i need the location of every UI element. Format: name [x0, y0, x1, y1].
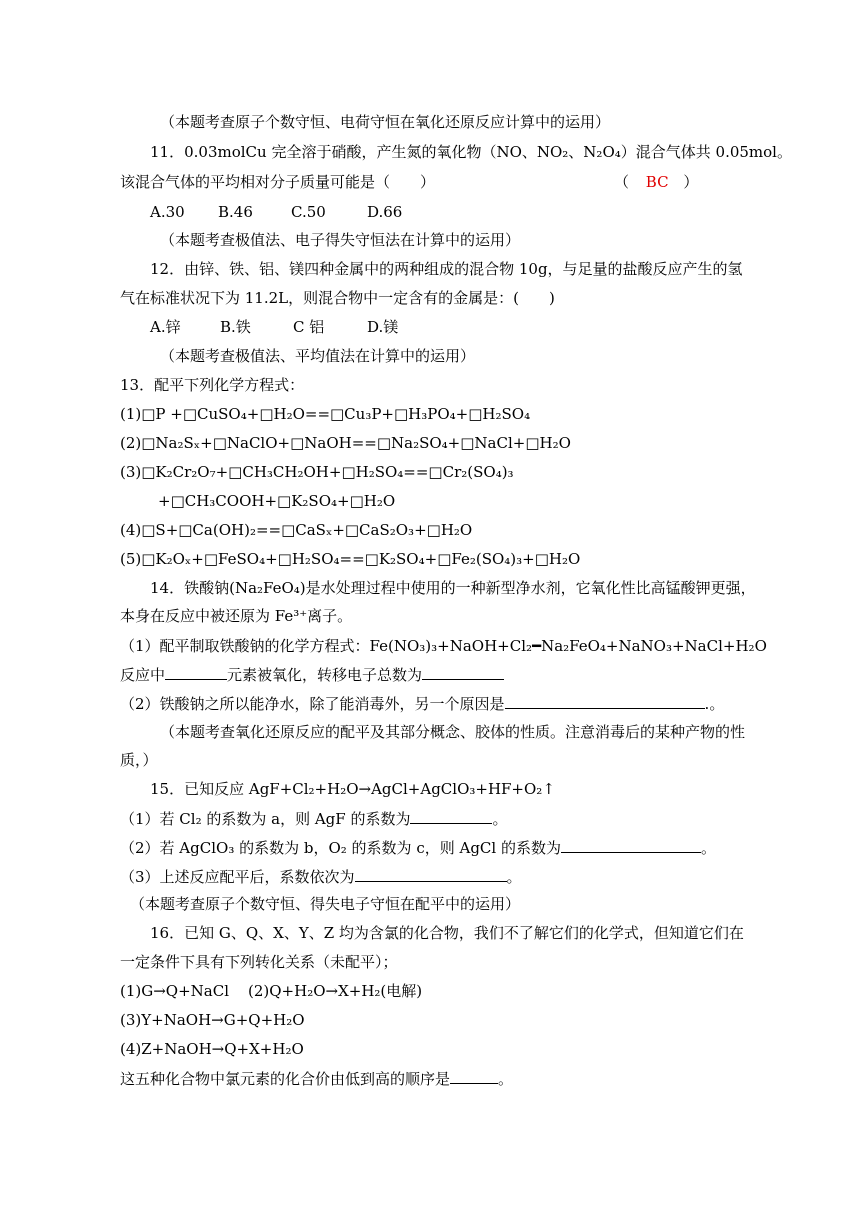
option-a: A.锌 [150, 318, 181, 336]
q15-part3-text: （3）上述反应配平后，系数依次为 [120, 868, 355, 886]
q14-blank-element[interactable] [165, 664, 227, 680]
q13-equation-4: (4)□S+□Ca(OH)₂==□CaSₓ+□CaS₂O₃+□H₂O [120, 521, 473, 539]
q14-part2 [120, 693, 724, 714]
option-c: C.50 [291, 203, 326, 221]
q14-part1-text-a: 反应中 [120, 666, 166, 684]
answer-open-bracket: （ [614, 173, 630, 191]
q15-part2-text: （2）若 AgClO₃ 的系数为 b，O₂ 的系数为 c，则 AgCl 的系数为 [120, 839, 561, 857]
q15-part3 [120, 866, 522, 887]
q16-last-text: 这五种化合物中氯元素的化合价由低到高的顺序是 [120, 1070, 451, 1088]
q15-part3-end: 。 [506, 868, 522, 886]
option-b: B.46 [218, 203, 253, 221]
option-d: D.镁 [367, 318, 399, 336]
q15-part1 [120, 808, 507, 829]
q14-blank-reason[interactable] [505, 693, 705, 709]
note-q12: （本题考查极值法、平均值法在计算中的运用） [160, 347, 476, 365]
q13-equation-3b: +□CH₃COOH+□K₂SO₄+□H₂O [158, 492, 396, 510]
answer-text: BC [645, 173, 669, 191]
q16-last-end: 。 [498, 1070, 514, 1088]
q16-reaction-4: (4)Z+NaOH→Q+X+H₂O [120, 1040, 304, 1058]
note-q14-line2: 质，） [120, 751, 158, 769]
q14-part1: （1）配平制取铁酸钠的化学方程式：Fe(NO₃)₃+NaOH+Cl₂━Na₂FeO₄+NaNO₃+NaCl+H₂O [120, 637, 767, 655]
q16-last-line [120, 1068, 513, 1089]
q14-part2-text-a: （2）铁酸钠之所以能净水，除了能消毒外，另一个原因是 [120, 695, 505, 713]
q11-stem-line1: 11．0.03molCu 完全溶于硝酸，产生氮的氧化物（NO、NO₂、N₂O₄）混合气体共 0.05mol。 [150, 143, 792, 161]
q15-part1-text: （1）若 Cl₂ 的系数为 a，则 AgF 的系数为 [120, 810, 411, 828]
q14-blank-electrons[interactable] [422, 664, 504, 680]
q11-answer [614, 172, 698, 192]
q15-part2 [120, 837, 716, 858]
q12-stem-line1: 12．由锌、铁、铝、镁四种金属中的两种组成的混合物 10g，与足量的盐酸反应产生的氢 [150, 260, 743, 278]
q14-stem-line2: 本身在反应中被还原为 Fe³⁺离子。 [120, 607, 353, 625]
q13-equation-2: (2)□Na₂Sₓ+□NaClO+□NaOH==□Na₂SO₄+□NaCl+□H₂O [120, 434, 571, 452]
option-c: C 铝 [293, 318, 325, 336]
q14-stem-line1: 14．铁酸钠(Na₂FeO₄)是水处理过程中使用的一种新型净水剂，它氧化性比高锰酸钾更强， [150, 579, 756, 597]
note-q10: （本题考查原子个数守恒、电荷守恒在氧化还原反应计算中的运用） [160, 113, 611, 131]
option-b: B.铁 [220, 318, 251, 336]
q13-equation-1: (1)□P +□CuSO₄+□H₂O==□Cu₃P+□H₃PO₄+□H₂SO₄ [120, 405, 531, 423]
q12-options [150, 317, 398, 337]
q14-part1-blanks [120, 664, 504, 685]
q14-part2-text-b: .。 [704, 695, 725, 713]
note-q11: （本题考查极值法、电子得失守恒法在计算中的运用） [160, 231, 521, 249]
option-d: D.66 [367, 203, 403, 221]
q14-part1-text-b: 元素被氧化，转移电子总数为 [227, 666, 423, 684]
q11-options [150, 202, 402, 222]
q16-reaction-1: (1)G→Q+NaCl [120, 982, 230, 1000]
q13-title: 13．配平下列化学方程式： [120, 376, 305, 394]
q15-part1-end: 。 [492, 810, 508, 828]
q15-blank-agcl[interactable] [561, 837, 701, 853]
q12-stem-line2: 气在标准状况下为 11.2L，则混合物中一定含有的金属是：( ) [120, 289, 555, 307]
option-a: A.30 [150, 203, 185, 221]
q15-blank-agf[interactable] [410, 808, 492, 824]
q16-reaction-3: (3)Y+NaOH→G+Q+H₂O [120, 1011, 305, 1029]
q13-equation-5: (5)□K₂Oₓ+□FeSO₄+□H₂SO₄==□K₂SO₄+□Fe₂(SO₄)₃+□H₂O [120, 550, 581, 568]
note-q14-line1: （本题考查氧化还原反应的配平及其部分概念、胶体的性质。注意消毒后的某种产物的性 [160, 723, 746, 741]
q15-title: 15．已知反应 AgF+Cl₂+H₂O→AgCl+AgClO₃+HF+O₂↑ [150, 780, 555, 798]
q15-blank-coefficients[interactable] [355, 866, 507, 882]
q16-blank-order[interactable] [450, 1068, 498, 1084]
note-q15: （本题考查原子个数守恒、得失电子守恒在配平中的运用） [130, 895, 521, 913]
q16-reactions-1-2 [120, 981, 422, 1001]
q13-equation-3a: (3)□K₂Cr₂O₇+□CH₃CH₂OH+□H₂SO₄==□Cr₂(SO₄)₃ [120, 463, 514, 481]
q16-reaction-2: (2)Q+H₂O→X+H₂(电解) [248, 982, 423, 1000]
answer-close-bracket: ） [683, 173, 699, 191]
q15-part2-end: 。 [700, 839, 716, 857]
q16-stem-line1: 16．已知 G、Q、X、Y、Z 均为含氯的化合物，我们不了解它们的化学式，但知道它们在 [150, 924, 744, 942]
q16-stem-line2: 一定条件下具有下列转化关系（未配平）； [120, 953, 398, 971]
q11-stem-line2: 该混合气体的平均相对分子质量可能是（ ） [120, 173, 436, 191]
